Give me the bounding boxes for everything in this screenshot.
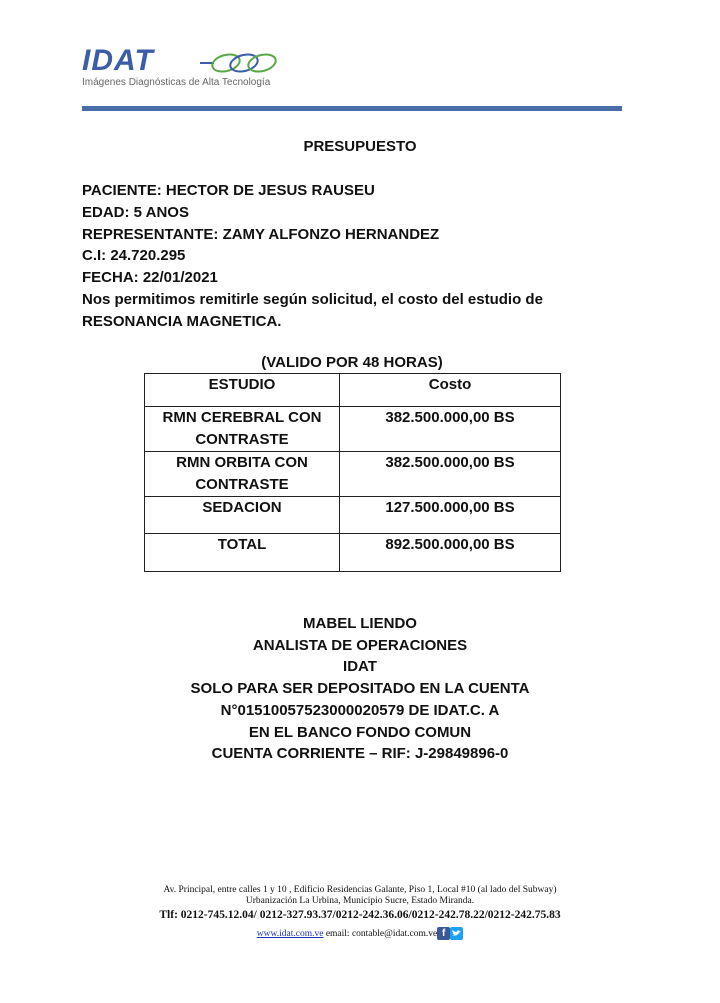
footer-email: email: contable@idat.com.ve — [325, 929, 438, 939]
study-line: CONTRASTE — [195, 431, 289, 448]
table-total-row — [145, 534, 561, 572]
study-cell: SEDACION — [145, 497, 340, 534]
study-line: CONTRASTE — [195, 476, 289, 493]
footer-contact — [0, 927, 720, 941]
validity-note: (VALIDO POR 48 HORAS) — [261, 354, 443, 371]
bank-name: EN EL BANCO FONDO COMUN — [248, 723, 472, 741]
id-number: C.I: 24.720.295 — [82, 247, 186, 265]
cost-cell: 382.500.000,00 BS — [340, 452, 561, 497]
intro-line-2: RESONANCIA MAGNETICA. — [82, 312, 282, 330]
facebook-icon[interactable]: f — [437, 927, 450, 940]
budget-table — [144, 373, 561, 572]
footer-address-1: Av. Principal, entre calles 1 y 10 , Edificio Residencias Galante, Piso 1, Local #10 (al lado del Subway) — [163, 885, 557, 895]
header-divider — [82, 106, 622, 111]
table-row — [145, 407, 561, 452]
patient-info — [82, 180, 642, 333]
document-date: FECHA: 22/01/2021 — [82, 269, 218, 287]
cost-cell: 382.500.000,00 BS — [340, 407, 561, 452]
representative: REPRESENTANTE: ZAMY ALFONZO HERNANDEZ — [82, 225, 440, 243]
logo-tagline: Imágenes Diagnósticas de Alta Tecnología — [82, 77, 271, 88]
study-cell — [145, 407, 340, 452]
twitter-icon[interactable] — [450, 927, 463, 940]
total-cost: 892.500.000,00 BS — [340, 534, 561, 572]
account-type-rif: CUENTA CORRIENTE – RIF: J-29849896-0 — [211, 745, 509, 763]
footer-address-2: Urbanización La Urbina, Municipio Sucre, Estado Miranda. — [245, 896, 475, 906]
study-line: RMN ORBITA CON — [176, 454, 308, 471]
signer-name: MABEL LIENDO — [303, 615, 417, 632]
website-link[interactable]: www.idat.com.ve — [256, 929, 324, 939]
account-number: N°01510057523000020579 DE IDAT.C. A — [220, 701, 500, 719]
table-header-row — [145, 374, 561, 407]
table-row — [145, 497, 561, 534]
footer — [0, 885, 720, 941]
header-study: ESTUDIO — [145, 374, 340, 407]
header-cost: Costo — [340, 374, 561, 407]
patient-name: PACIENTE: HECTOR DE JESUS RAUSEU — [82, 182, 375, 199]
intro-line-1: Nos permitimos remitirle según solicitud, el costo del estudio de — [82, 290, 543, 308]
document-title: PRESUPUESTO — [303, 138, 417, 155]
footer-phones: Tlf: 0212-745.12.04/ 0212-327.93.37/0212-242.36.06/0212-242.78.22/0212-242.75.83 — [159, 909, 561, 921]
deposit-instruction: SOLO PARA SER DEPOSITADO EN LA CUENTA — [190, 680, 530, 698]
patient-age: EDAD: 5 ANOS — [82, 203, 189, 221]
company-logo — [82, 44, 302, 94]
signature-block — [0, 613, 720, 765]
signer-company: IDAT — [343, 658, 377, 676]
table-row — [145, 452, 561, 497]
logo-rings-icon — [200, 48, 290, 78]
total-label: TOTAL — [145, 534, 340, 572]
cost-cell: 127.500.000,00 BS — [340, 497, 561, 534]
signer-role: ANALISTA DE OPERACIONES — [252, 636, 468, 654]
study-line: RMN CEREBRAL CON — [162, 409, 322, 426]
study-cell — [145, 452, 340, 497]
logo-wordmark: IDAT — [82, 44, 154, 77]
